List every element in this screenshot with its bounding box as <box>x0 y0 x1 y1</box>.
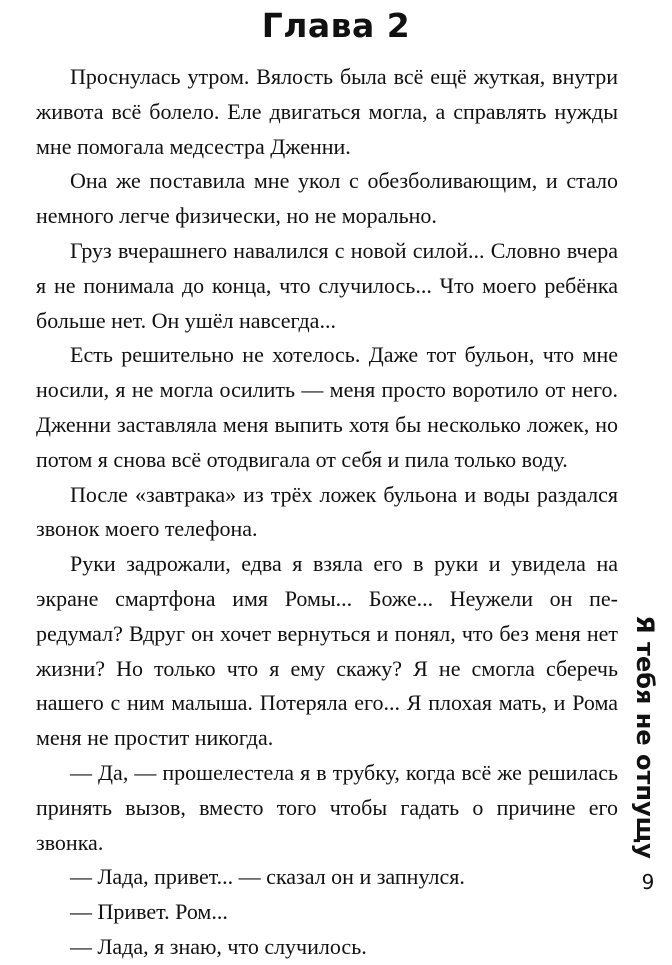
body-text <box>36 60 618 965</box>
paragraph: — Привет. Ром... <box>70 899 228 925</box>
paragraph: Есть решительно не хотелось. Даже тот бульон, что мне носили, я не могла осилить — меня просто воротило от него. Дженни заставляла меня выпить хотя бы несколько ложек, но потом я снова всё отодвигала от себя и пила только воду. <box>36 342 618 472</box>
paragraph: Она же поставила мне укол с обезболивающим, и стало немного легче физически, но не морально. <box>36 168 618 229</box>
running-header-text: Я тебя не отпущу <box>631 615 659 859</box>
paragraph: Руки задрожали, едва я взяла его в руки и увидела на экране смартфона имя Ромы... Боже... Неужели он передумал? Вдруг он хочет вернуться и понял, что без меня нет жизни? Но только что я ему скажу? Я не смогла сберечь нашего с ним малыша. Потеряла его... Я плохая мать, и Рома меня не простит никогда. <box>36 551 618 751</box>
paragraph: Груз вчерашнего навалился с новой силой... Словно вчера я не понимала до конца, что случилось... Что моего ребёнка больше нет. Он ушёл навсегда... <box>36 237 618 333</box>
page-number: 9 <box>641 870 655 894</box>
paragraph: — Да, — прошелестела я в трубку, когда всё же решилась принять вызов, вместо того чтобы гадать о причине его звонка. <box>36 759 618 855</box>
paragraph: Проснулась утром. Вялость была всё ещё жуткая, внутри живота всё болело. Еле двигаться могла, а справлять нужды мне помогала медсестра Дженни. <box>36 64 618 159</box>
paragraph: — Лада, я знаю, что случилось. <box>70 933 367 959</box>
paragraph: — Лада, привет... — сказал он и запнулся. <box>70 864 465 890</box>
chapter-title: Глава 2 <box>261 6 411 45</box>
running-header <box>624 590 666 884</box>
paragraph: После «завтрака» из трёх ложек бульона и воды раздался звонок моего телефона. <box>36 481 618 542</box>
